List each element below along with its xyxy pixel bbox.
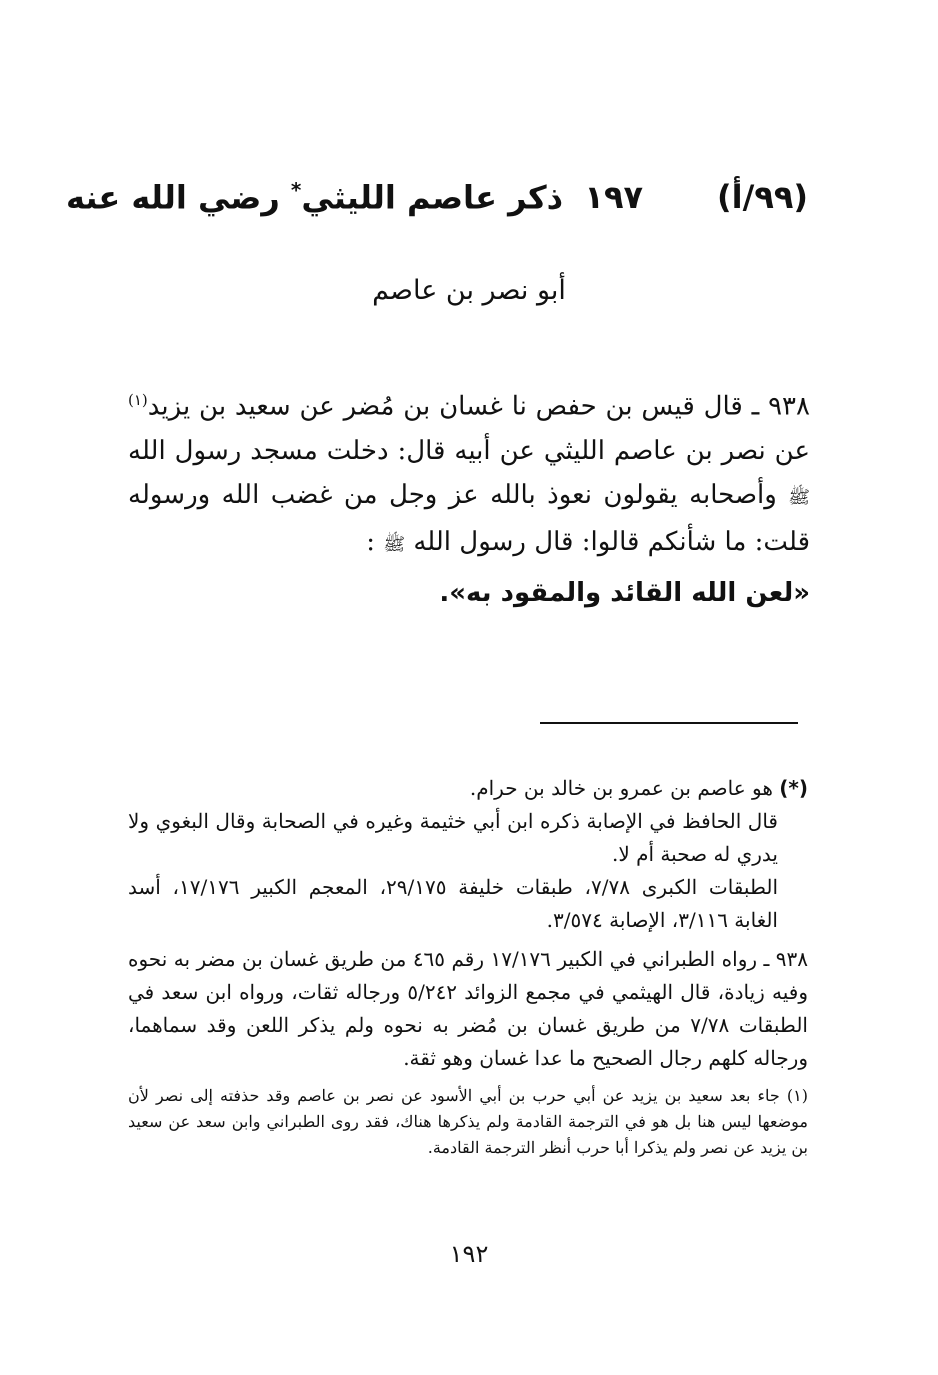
salutation-glyph: ﷺ xyxy=(788,486,810,508)
footnote-star-line3: الطبقات الكبرى ٧/٧٨، طبقات خليفة ٢٩/١٧٥، المعجم الكبير ١٧/١٧٦، أسد الغابة ٣/١١٦، الإصابة ٣/٥٧٤. xyxy=(128,875,779,932)
hadith-text xyxy=(128,378,810,567)
footnote-star-line1: هو عاصم بن عمرو بن خالد بن حرام. xyxy=(469,776,780,800)
footnote-star-line2: قال الحافظ في الإصابة ذكره ابن أبي خثيمة وغيره في الصحابة وقال البغوي ولا يدري له صحبة أم لا. xyxy=(128,809,778,866)
chapter-header xyxy=(65,178,808,238)
entry-title-honorific: رضي الله عنه xyxy=(65,178,280,217)
entry-title xyxy=(66,178,563,217)
hadith-text-part4: : xyxy=(366,526,376,557)
hadith-text-part2: عن نصر بن عاصم الليثي عن أبيه قال: دخلت مسجد رسول الله xyxy=(128,435,810,466)
footnote-reference: (١) xyxy=(128,391,148,409)
hadith-text-part3: وأصحابه يقولون نعوذ بالله عز وجل من غضب الله ورسوله قلت: ما شأنكم قالوا: قال رسول الله xyxy=(128,479,810,557)
salutation-glyph: ﷺ xyxy=(383,533,406,555)
hadith-body xyxy=(128,378,810,615)
footnote-separator xyxy=(540,722,798,724)
hadith-text-part1: ٩٣٨ ـ قال قيس بن حفص نا غسان بن مُضر عن سعيد بن يزيد xyxy=(147,391,810,422)
entry-subtitle: أبو نصر بن عاصم xyxy=(372,275,566,306)
folio-reference: (٩٩/أ) xyxy=(717,178,808,216)
hadith-quote: «لعن الله القائد والمقود به». xyxy=(439,577,810,608)
footnote-star xyxy=(128,772,808,937)
page-number: ١٩٢ xyxy=(449,1240,489,1268)
footnote-star-mark: (*) xyxy=(779,776,808,800)
footnotes xyxy=(128,772,808,1167)
footnote-asterisk: * xyxy=(290,178,302,202)
footnote-938: ٩٣٨ ـ رواه الطبراني في الكبير ١٧/١٧٦ رقم ٤٦٥ من طريق غسان بن مضر به نحوه وفيه زيادة، قال الهيثمي في مجمع الزوائد ٥/٢٤٢ ورجاله ثقات، ورواه ابن سعد في الطبقات ٧/٧٨ من طريق غسان بن مُضر به نحوه ولم يذكر اللعن وقد سماهما، ورجاله كلهم رجال الصحيح ما عدا غسان وهو ثقة. xyxy=(128,947,808,1070)
entry-title-name: ذكر عاصم الليثي xyxy=(301,178,563,217)
footnote-1: (١) جاء بعد سعيد بن يزيد عن أبي حرب بن أبي الأسود عن نصر بن عاصم وقد حذفته إلى نصر لأن موضعها ليس هنا بل هو في الترجمة القادمة ولم يذكرها هناك، فقد روى الطبراني وابن سعد عن سعيد بن يزيد عن نصر ولم يذكرا أبا حرب أنظر الترجمة القادمة. xyxy=(128,1086,809,1157)
entry-number: ١٩٧ xyxy=(584,178,643,216)
